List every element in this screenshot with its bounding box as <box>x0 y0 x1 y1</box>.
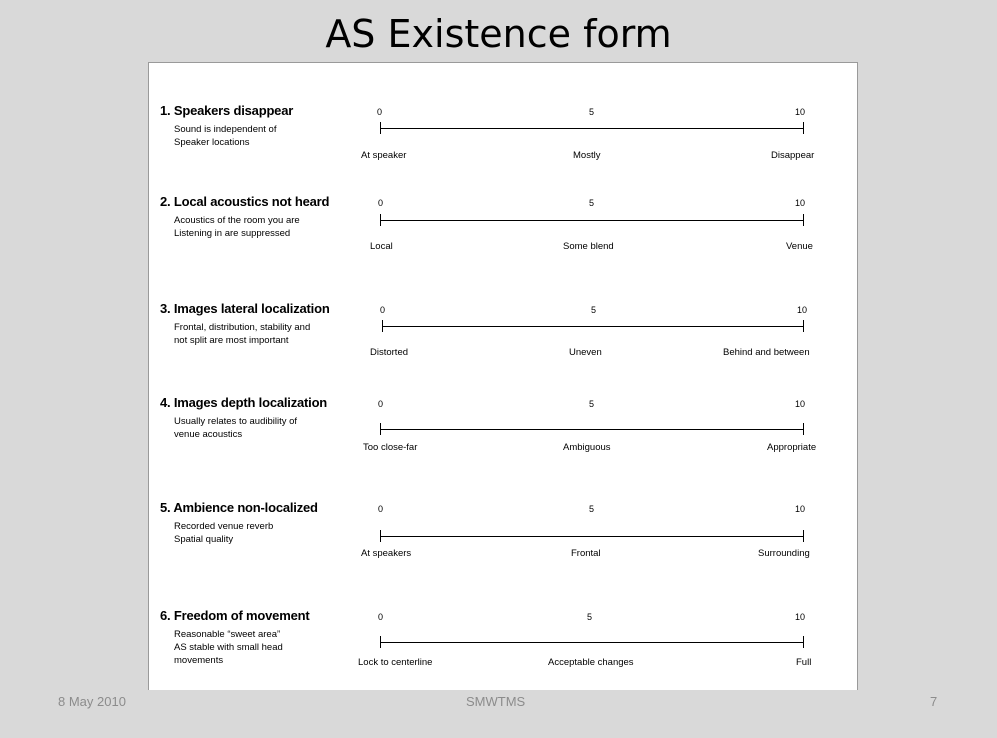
rating-item-1 <box>149 103 857 203</box>
item-heading: 5. Ambience non-localized <box>160 500 318 515</box>
item-heading: 4. Images depth localization <box>160 395 328 410</box>
scale-end-tick <box>803 122 804 134</box>
item-heading: 3. Images lateral localization <box>160 301 330 316</box>
footer-date: 8 May 2010 <box>58 694 126 709</box>
description-line: movements <box>174 655 224 666</box>
anchor-high: Venue <box>786 241 813 252</box>
description-line: AS stable with small head <box>174 642 283 653</box>
anchor-high: Disappear <box>771 150 815 161</box>
rating-scale[interactable] <box>380 128 804 129</box>
rating-item-6 <box>149 608 857 708</box>
tick-label-0: 0 <box>377 107 383 117</box>
description-line: Listening in are suppressed <box>174 228 291 239</box>
anchor-mid: Frontal <box>571 548 601 559</box>
description-line: not split are most important <box>174 335 289 346</box>
anchor-mid: Mostly <box>573 150 601 161</box>
tick-label-10: 10 <box>795 612 806 622</box>
item-heading: 6. Freedom of movement <box>160 608 310 623</box>
description-line: Spatial quality <box>174 534 234 545</box>
existence-form <box>148 62 858 690</box>
tick-label-0: 0 <box>378 612 384 622</box>
anchor-high: Surrounding <box>758 548 810 559</box>
scale-end-tick <box>803 423 804 435</box>
description-line: Usually relates to audibility of <box>174 416 298 427</box>
tick-label-5: 5 <box>589 504 595 514</box>
tick-label-10: 10 <box>795 504 806 514</box>
rating-item-5 <box>149 500 857 600</box>
scale-end-tick <box>803 320 804 332</box>
description-line: Sound is independent of <box>174 124 277 135</box>
scale-end-tick <box>803 636 804 648</box>
rating-item-3 <box>149 301 857 401</box>
anchor-high: Appropriate <box>767 442 817 453</box>
rating-scale[interactable] <box>380 536 804 537</box>
tick-label-0: 0 <box>380 305 386 315</box>
rating-item-4 <box>149 395 857 495</box>
anchor-low: Too close-far <box>363 442 418 453</box>
rating-scale[interactable] <box>380 429 804 430</box>
tick-label-10: 10 <box>797 305 808 315</box>
footer-center: SMWTMS <box>466 694 526 709</box>
scale-end-tick <box>803 530 804 542</box>
description-line: Reasonable “sweet area” <box>174 629 281 640</box>
page-number: 7 <box>930 694 938 709</box>
rating-scale[interactable] <box>382 326 804 327</box>
anchor-mid: Uneven <box>569 347 602 358</box>
anchor-mid: Some blend <box>563 241 614 252</box>
description-line: Recorded venue reverb <box>174 521 274 532</box>
item-description <box>174 628 359 667</box>
item-description <box>174 520 359 546</box>
tick-label-0: 0 <box>378 399 384 409</box>
rating-scale[interactable] <box>380 642 804 643</box>
anchor-low: Distorted <box>370 347 409 358</box>
tick-label-10: 10 <box>795 399 806 409</box>
tick-label-5: 5 <box>591 305 597 315</box>
anchor-low: Local <box>370 241 393 252</box>
item-description <box>174 321 359 347</box>
rating-item-2 <box>149 194 857 294</box>
tick-label-0: 0 <box>378 504 384 514</box>
anchor-high: Behind and between <box>723 347 810 358</box>
tick-label-5: 5 <box>589 399 595 409</box>
anchor-low: At speakers <box>361 548 412 559</box>
tick-label-10: 10 <box>795 107 806 117</box>
scale-end-tick <box>803 214 804 226</box>
tick-label-5: 5 <box>587 612 593 622</box>
tick-label-10: 10 <box>795 198 806 208</box>
description-line: Speaker locations <box>174 137 250 148</box>
description-line: venue acoustics <box>174 429 243 440</box>
item-description <box>174 123 359 149</box>
item-description <box>174 415 359 441</box>
description-line: Frontal, distribution, stability and <box>174 322 311 333</box>
tick-label-5: 5 <box>589 198 595 208</box>
tick-label-5: 5 <box>589 107 595 117</box>
slide-title: AS Existence form <box>325 12 672 56</box>
item-heading: 1. Speakers disappear <box>160 103 294 118</box>
anchor-low: Lock to centerline <box>358 657 433 668</box>
anchor-high: Full <box>796 657 812 668</box>
anchor-mid: Acceptable changes <box>548 657 634 668</box>
description-line: Acoustics of the room you are <box>174 215 300 226</box>
item-heading: 2. Local acoustics not heard <box>160 194 330 209</box>
tick-label-0: 0 <box>378 198 384 208</box>
anchor-low: At speaker <box>361 150 407 161</box>
anchor-mid: Ambiguous <box>563 442 611 453</box>
rating-scale[interactable] <box>380 220 804 221</box>
item-description <box>174 214 359 240</box>
